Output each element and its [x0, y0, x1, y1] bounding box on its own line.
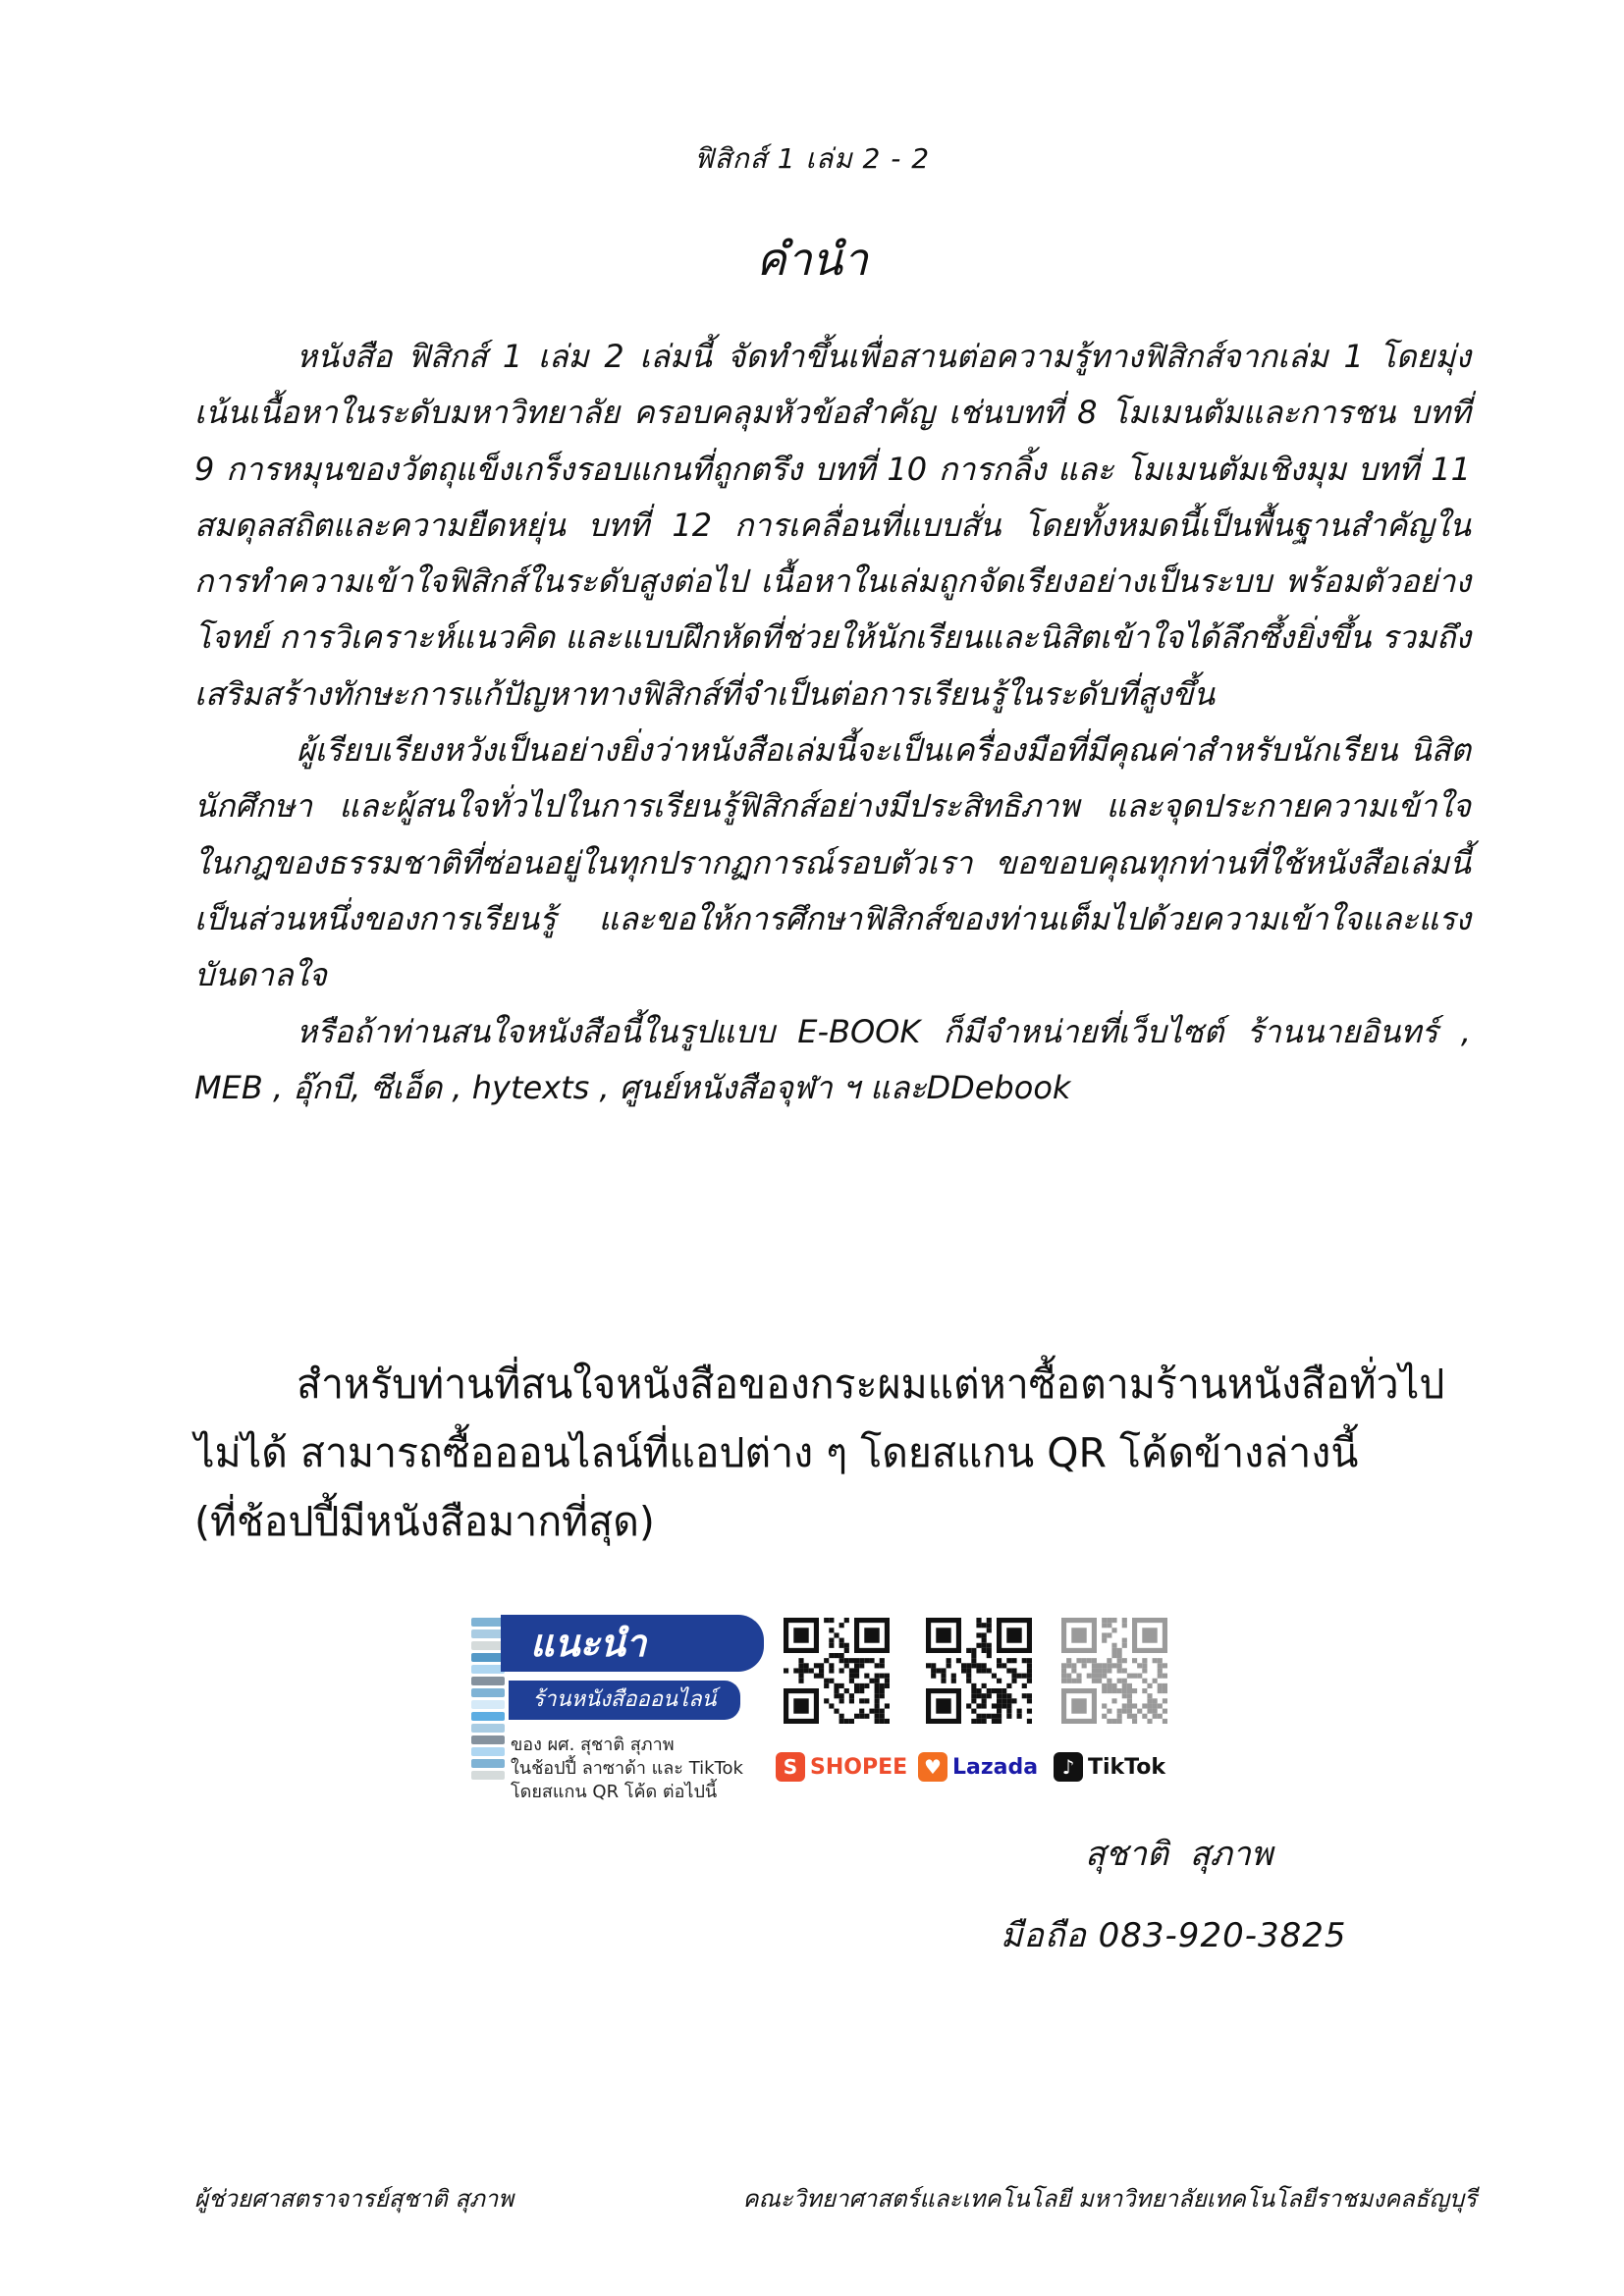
promo-line-stores: ในช้อปปี้ ลาซาด้า และ TikTok	[511, 1758, 743, 1779]
footer-institution: คณะวิทยาศาสตร์และเทคโนโลยี มหาวิทยาลัยเทคโนโลยีราชมงคลธัญบุรี	[742, 2185, 1477, 2213]
tiktok-note-icon: ♪	[1054, 1752, 1083, 1782]
shopee-qr-block[interactable]	[776, 1610, 908, 1796]
lazada-qr-code[interactable]	[926, 1618, 1032, 1724]
qr-pattern	[784, 1618, 890, 1724]
book-stack-icon	[471, 1618, 505, 1789]
qr-pattern	[926, 1618, 1032, 1724]
shop-paragraph: สำหรับท่านที่สนใจหนังสือของกระผมแต่หาซื้อตามร้านหนังสือทั่วไปไม่ได้ สามารถซื้อออนไลน์ที่แอปต่าง ๆ โดยสแกน QR โค้ดข้างล่างนี้	[194, 1361, 1445, 1476]
shop-note: (ที่ช้อปปี้มีหนังสือมากที่สุด)	[194, 1498, 655, 1545]
preface-body	[194, 329, 1471, 1116]
paragraph-ebook: หรือถ้าท่านสนใจหนังสือนี้ในรูปแบบ E-BOOK ก็มีจำหน่ายที่เว็บไซต์ ร้านนายอินทร์ , MEB , อุ๊กบี, ซีเอ็ด , hytexts , ศูนย์หนังสือจุฬา ฯ และDDebook	[194, 1012, 1471, 1106]
shopee-brand	[776, 1747, 923, 1787]
shopee-qr-code[interactable]	[784, 1618, 890, 1724]
tiktok-brand	[1054, 1747, 1201, 1787]
tiktok-label: TikTok	[1088, 1754, 1166, 1780]
lazada-label: Lazada	[952, 1754, 1039, 1780]
tiktok-qr-code[interactable]	[1061, 1618, 1167, 1724]
online-store-promo	[471, 1610, 1178, 1806]
promo-line-owner: ของ ผศ. สุชาติ สุภาพ	[511, 1735, 675, 1755]
qr-pattern	[1061, 1618, 1167, 1724]
page-header: ฟิสิกส์ 1 เล่ม 2 - 2	[693, 142, 931, 175]
promo-line-scan: โดยสแกน QR โค้ด ต่อไปนี้	[511, 1782, 718, 1802]
paragraph-intro: หนังสือ ฟิสิกส์ 1 เล่ม 2 เล่มนี้ จัดทำขึ้นเพื่อสานต่อความรู้ทางฟิสิกส์จากเล่ม 1 โดยมุ่งเน้นเนื้อหาในระดับมหาวิทยาลัย ครอบคลุมหัวข้อสำคัญ เช่นบทที่ 8 โมเมนตัมและการชน บทที่ 9 การหมุนของวัตถุแข็งเกร็งรอบแกนที่ถูกตรึง บทที่ 10 การกลิ้ง และ โมเมนตัมเชิงมุม บทที่ 11 สมดุลสถิตและความยืดหยุ่น บทที่ 12 การเคลื่อนที่แบบสั่น โดยทั้งหมดนี้เป็นพื้นฐานสำคัญในการทำความเข้าใจฟิสิกส์ในระดับสูงต่อไป เนื้อหาในเล่มถูกจัดเรียงอย่างเป็นระบบ พร้อมตัวอย่างโจทย์ การวิเคราะห์แนวคิด และแบบฝึกหัดที่ช่วยให้นักเรียนและนิสิตเข้าใจได้ลึกซึ้งยิ่งขึ้น รวมถึงเสริมสร้างทักษะการแก้ปัญหาทางฟิสิกส์ที่จำเป็นต่อการเรียนรู้ในระดับที่สูงขึ้น	[194, 338, 1471, 713]
author-phone: มือถือ 083-920-3825	[1001, 1916, 1347, 1955]
paragraph-hope: ผู้เรียบเรียงหวังเป็นอย่างยิ่งว่าหนังสือเล่มนี้จะเป็นเครื่องมือที่มีคุณค่าสำหรับนักเรียน นิสิต นักศึกษา และผู้สนใจทั่วไปในการเรียนรู้ฟิสิกส์อย่างมีประสิทธิภาพ และจุดประกายความเข้าใจในกฎของธรรมชาติที่ซ่อนอยู่ในทุกปรากฏการณ์รอบตัวเรา ขอขอบคุณทุกท่านที่ใช้หนังสือเล่มนี้เป็นส่วนหนึ่งของการเรียนรู้ และขอให้การศึกษาฟิสิกส์ของท่านเต็มไปด้วยความเข้าใจและแรงบันดาลใจ	[194, 731, 1471, 994]
author-signature-name: สุชาติ สุภาพ	[1085, 1835, 1273, 1874]
promo-subtitle: ร้านหนังสือออนไลน์	[509, 1681, 740, 1720]
footer-author: ผู้ช่วยศาสตราจารย์สุชาติ สุภาพ	[194, 2185, 514, 2213]
shopee-bag-icon: S	[776, 1752, 805, 1782]
tiktok-qr-block[interactable]	[1054, 1610, 1181, 1796]
lazada-heart-icon: ♥	[918, 1752, 947, 1782]
promo-card	[471, 1610, 766, 1802]
shop-notice	[194, 1350, 1471, 1556]
shopee-label: SHOPEE	[810, 1754, 908, 1780]
page-title: คำนำ	[756, 233, 868, 286]
lazada-qr-block[interactable]	[918, 1610, 1046, 1796]
lazada-brand	[918, 1747, 1065, 1787]
promo-headline: แนะนำ	[501, 1615, 764, 1672]
